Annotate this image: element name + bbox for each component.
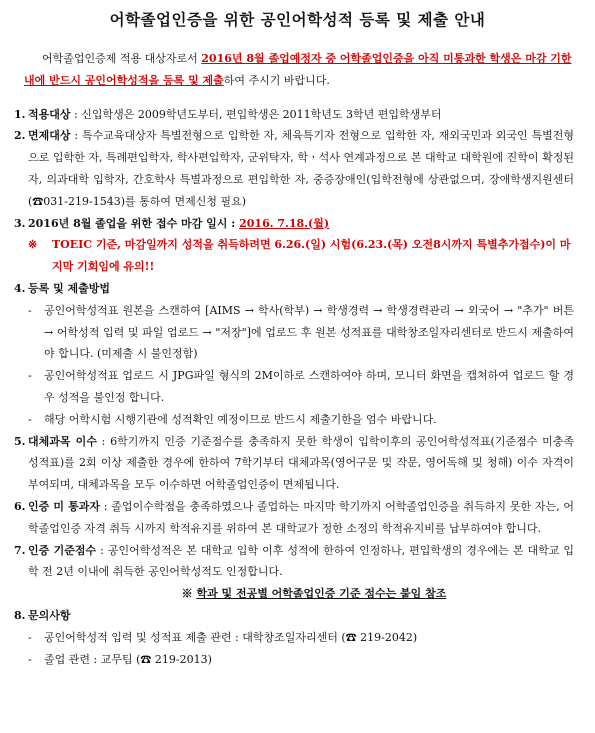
item-number: 2.: [14, 129, 26, 143]
list-item: - 공인어학성적표 원본을 스캔하여 [AIMS → 학사(학부) → 학생경력 → 학생경력관리 → 외국어 → "추가" 버튼 → 어학성적 입력 및 파일 업로드 → "저장"]에 업로드 후 원본 성적표를 대학창조일자리센터로 반드시 제출하여야 합니다. (미제출 시 불인정함): [28, 303, 574, 361]
deadline-date: 2016. 7.18.(월): [239, 216, 330, 230]
item-number: 4.: [14, 281, 26, 295]
list-item: - 해당 어학시험 시행기관에 성적확인 예정이므로 반드시 제출기한을 엄수 바랍니다.: [28, 412, 437, 426]
contact-text: 졸업 관련 : 교무팀 (☎ 219-2013): [44, 652, 212, 666]
item-number: 5.: [14, 434, 26, 448]
warning-text: TOEIC 기준, 마감일까지 성적을 취득하려면 6.26.(일) 시험(6.23.(목) 오전8시까지 특별추가접수)이 마지막 기회임에 유의!!: [52, 238, 571, 274]
sub-item-text: 공인어학성적표 원본을 스캔하여 [AIMS → 학사(학부) → 학생경력 → 학생경력관리 → 외국어 → "추가" 버튼 → 어학성적 입력 및 파일 업로드 → "저장"]에 업로드 후 원본 성적표를 대학창조일자리센터로 반드시 제출하여야 합니다. (미제출 시 불인정함): [44, 303, 574, 361]
item-heading: 면제대상: [28, 129, 71, 143]
reference-note-text: 학과 및 전공별 어학졸업인증 기준 점수는 붙임 참조: [196, 587, 447, 601]
item-number: 3.: [14, 216, 26, 230]
sub-item-text: 공인어학성적표 업로드 시 JPG파일 형식의 2M이하로 스캔하여야 하며, 모니터 화면을 캡쳐하여 업로드 할 경우 성적을 불인정 합니다.: [44, 369, 574, 404]
item-5: [14, 431, 574, 496]
item-4: [14, 278, 574, 300]
item-number: 7.: [14, 543, 26, 557]
intro-before: 어학졸업인증제 적용 대상자로서: [42, 52, 202, 65]
list-item: - 졸업 관련 : 교무팀 (☎ 219-2013): [28, 652, 212, 666]
item-heading: 대체과목 이수: [28, 434, 97, 448]
item-7: [14, 540, 574, 584]
item-text: : 신입학생은 2009학년도부터, 편입학생은 2011학년도 3학년 편입학생부터: [70, 107, 442, 121]
item-number: 1.: [14, 107, 26, 121]
intro-paragraph: [14, 48, 574, 92]
item-2: [14, 125, 574, 212]
list-item: - 공인어학성적 입력 및 성적표 제출 관련 : 대학창조일자리센터 (☎ 219-2042): [28, 630, 418, 644]
item-number: 6.: [14, 499, 26, 513]
list-item: - 공인어학성적표 업로드 시 JPG파일 형식의 2M이하로 스캔하여야 하며, 모니터 화면을 캡쳐하여 업로드 할 경우 성적을 불인정 합니다.: [28, 369, 574, 404]
item-number: 8.: [14, 608, 26, 622]
item-text: : 6학기까지 인증 기준점수를 충족하지 못한 학생이 입학이후의 공인어학성적표(기준점수 미충족 성적표)를 2회 이상 제출한 경우에 한하여 7학기부터 대체과목(영어구문 및 작문, 영어독해 및 청해) 이수 자격이 부여되며, 대체과목을 모두 이수하면 어학졸업인증이 면제됩니다.: [28, 434, 575, 492]
item-8: [14, 605, 574, 627]
notice-body: [14, 48, 574, 670]
item-heading: 인증 미 통과자: [28, 499, 101, 513]
sub-item-text: 해당 어학시험 시행기관에 성적확인 예정이므로 반드시 제출기한을 엄수 바랍니다.: [44, 412, 437, 426]
page-title: 어학졸업인증을 위한 공인어학성적 등록 및 제출 안내: [109, 10, 486, 29]
item-1: [14, 104, 574, 126]
item-3: [14, 213, 574, 235]
item-heading: 2016년 8월 졸업을 위한 접수 마감 일시 :: [28, 216, 240, 230]
intro-highlight: 2016년 8월 졸업예정자 중 어학졸업인증을 아직 미통과한 학생은 마감 기한 내에 반드시 공인어학성적을 등록 및 제출: [24, 52, 572, 87]
item-heading: 적용대상: [28, 107, 71, 121]
note-mark-icon: ※: [181, 587, 193, 601]
warning-notice: [14, 234, 574, 278]
item-text: : 공인어학성적은 본 대학교 입학 이후 성적에 한하여 인정하나, 편입학생의 경우에는 본 대학교 입학 전 2년 이내에 취득한 공인어학성적도 인정합니다.: [28, 543, 574, 579]
intro-after: 하여 주시기 바랍니다.: [223, 73, 330, 87]
item-6: [14, 496, 574, 540]
contact-text: 공인어학성적 입력 및 성적표 제출 관련 : 대학창조일자리센터 (☎ 219-2042): [44, 630, 418, 644]
item-text: : 졸업이수학점을 충족하였으나 졸업하는 마지막 학기까지 어학졸업인증을 취득하지 못한 자는, 어학졸업인증 자격 취득 시까지 학적유지를 위하여 본 대학교가 정한 소정의 학적유지비를 납부하여야 합니다.: [28, 499, 574, 535]
note-mark-icon: ※: [28, 238, 38, 252]
item-text: : 특수교육대상자 특별전형으로 입학한 자, 체육특기자 전형으로 입학한 자, 재외국민과 외국인 특별전형으로 입학한 자, 특례편입학자, 학사편입학자, 군위탁자, 학ㆍ석사 연계과정으로 본 대학교 대학원에 진학이 확정된 자, 의과대학 입학자, 간호학사 특별과정으로 편입학한 자, 중증장애인(입학전형에 상관없으며, 장애학생지원센터(☎031-219-1543)를 통하여 면제신청 필요): [28, 129, 574, 208]
item-heading: 문의사항: [28, 608, 71, 622]
item-heading: 인증 기준점수: [28, 543, 97, 557]
reference-note: [14, 583, 574, 605]
item-heading: 등록 및 제출방법: [28, 281, 111, 295]
